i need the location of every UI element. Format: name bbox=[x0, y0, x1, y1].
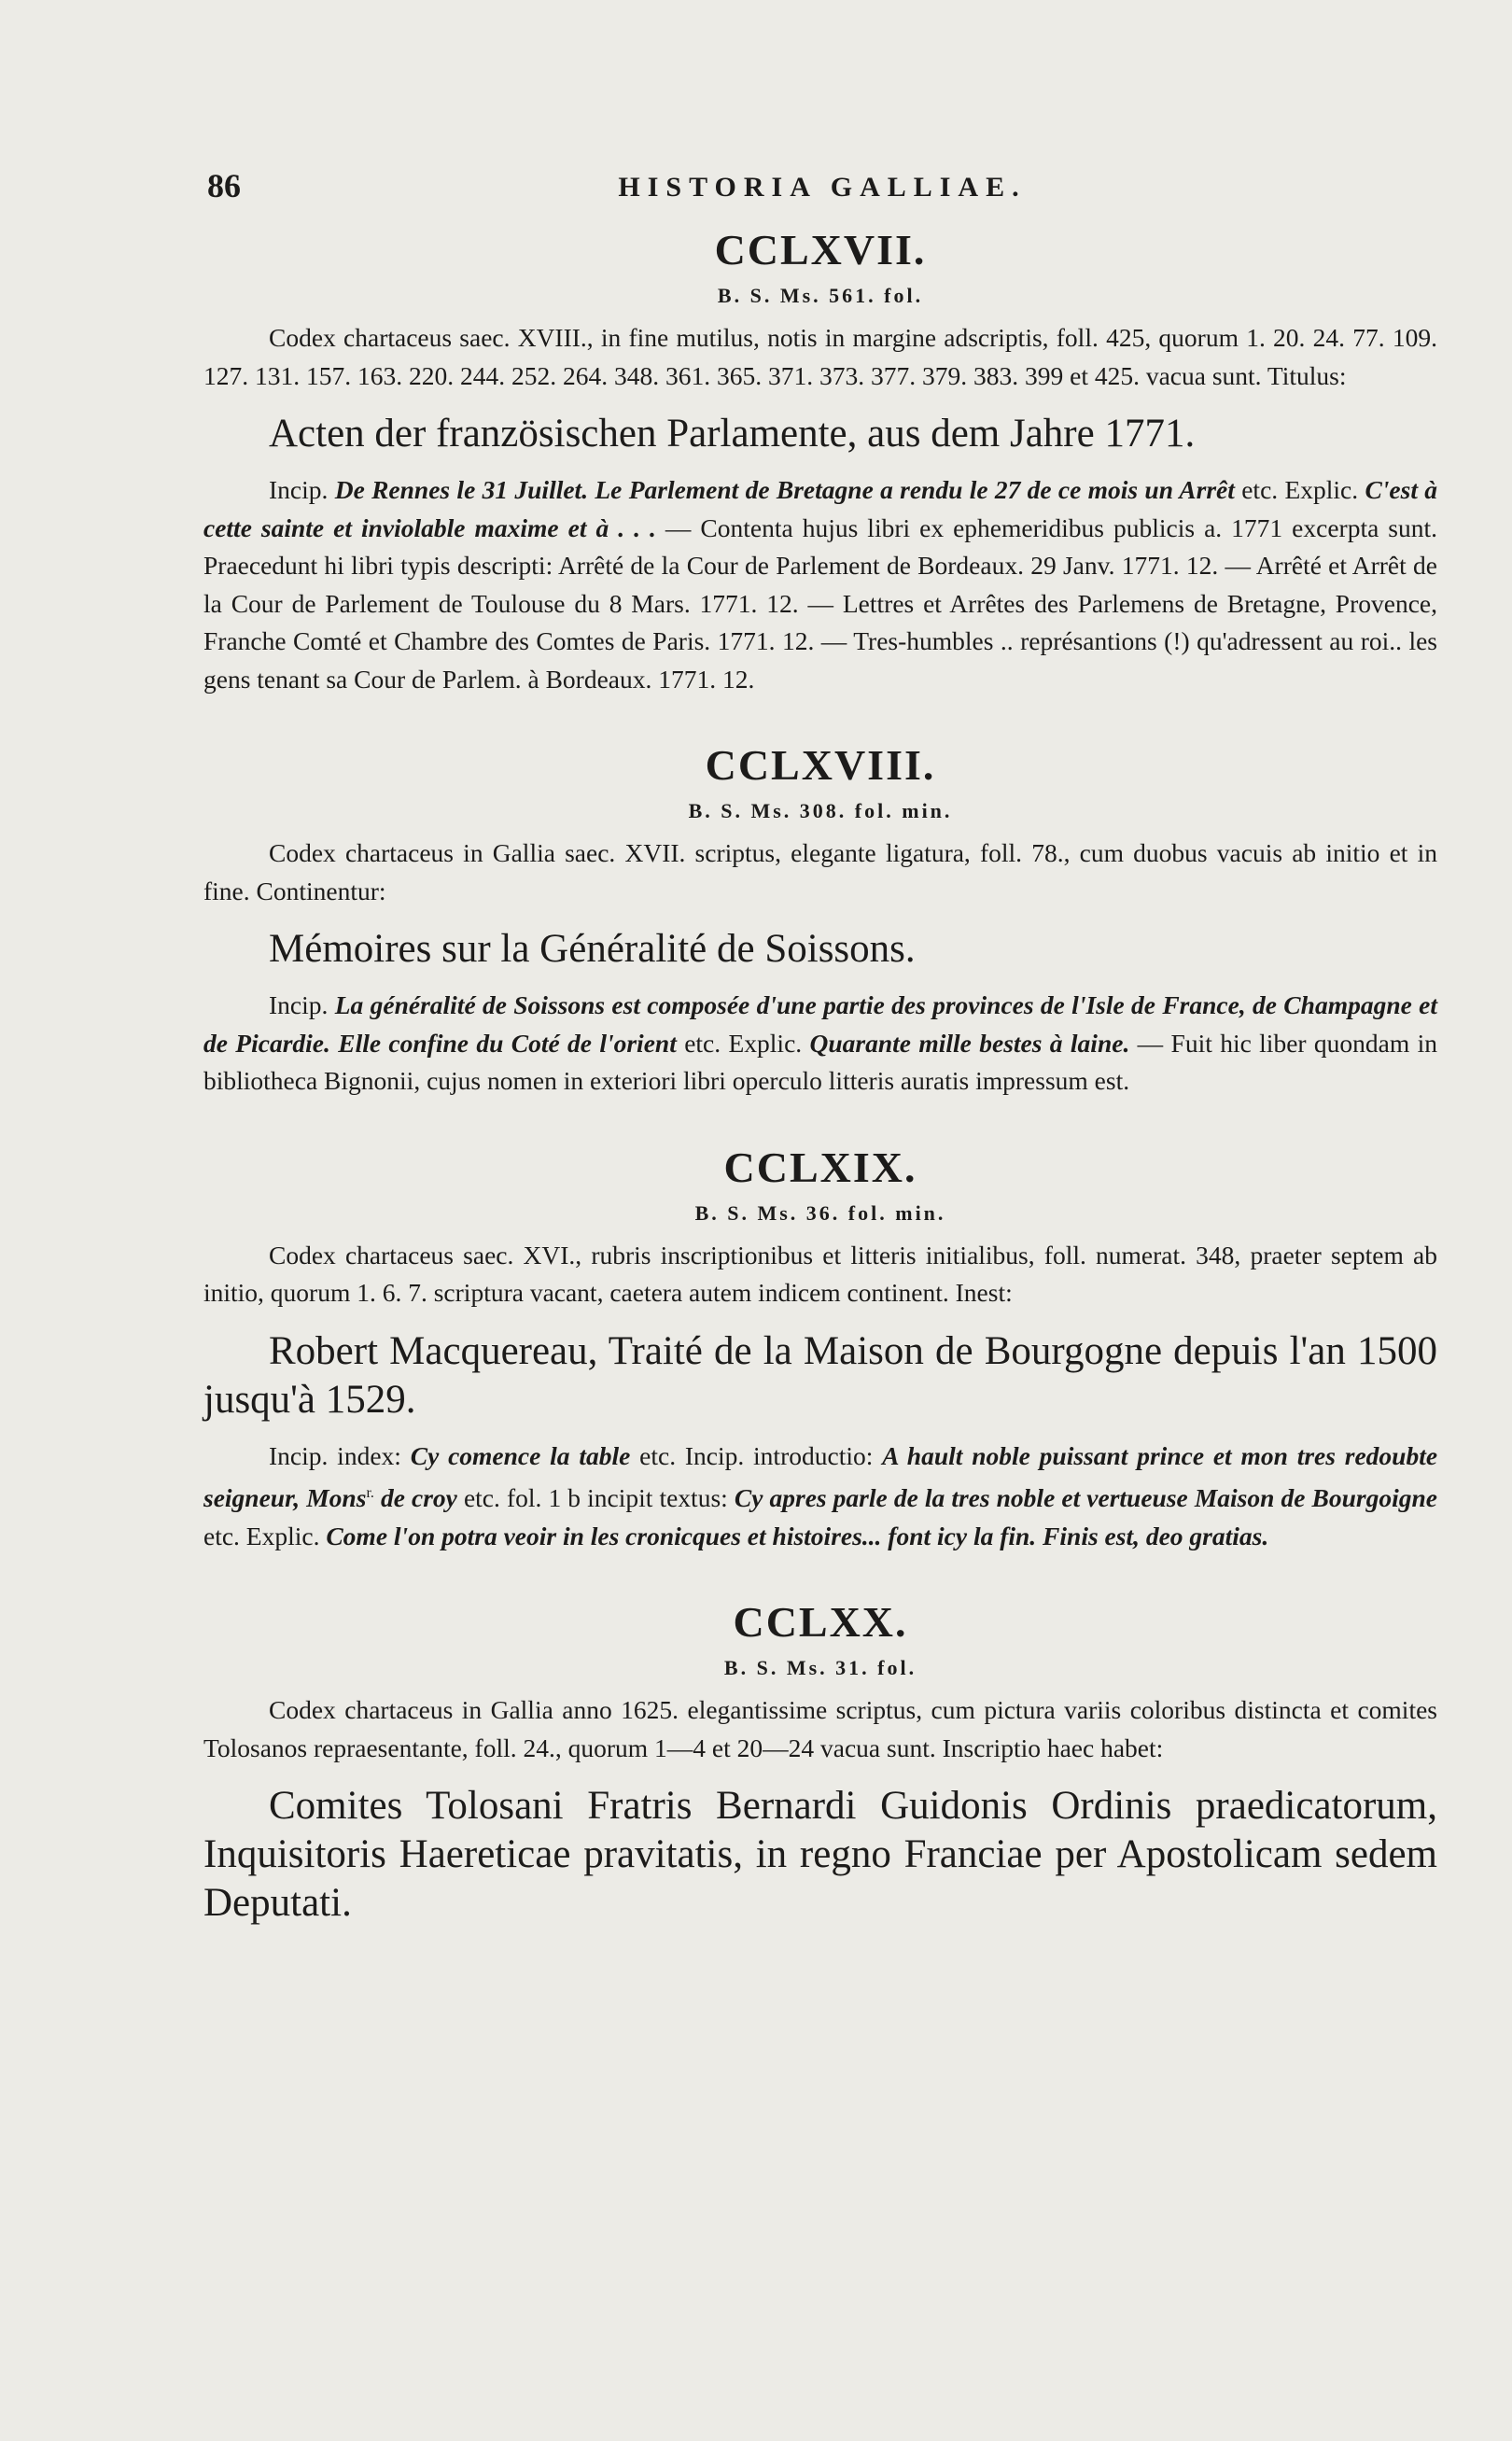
entry-description: Codex chartaceus in Gallia saec. XVII. scriptus, elegante ligatura, foll. 78., cum duobus vacuis ab initio et in fine. Continentur: bbox=[203, 838, 1437, 905]
running-head: HISTORIA GALLIAE. bbox=[618, 172, 1027, 203]
explicit-text: Quarante mille bestes à laine. bbox=[809, 1028, 1130, 1058]
incipit-text: De Rennes le 31 Juillet. Le Parlement de Bretagne a rendu le 27 de ce mois un Arrêt bbox=[334, 475, 1235, 504]
entry-description: Codex chartaceus in Gallia anno 1625. elegantissime scriptus, cum pictura variis coloribus distincta et comites Tolosanos repraesentante, foll. 24., quorum 1—4 et 20—24 vacua sunt. Inscriptio haec habet: bbox=[203, 1695, 1437, 1762]
entry-notes: — Contenta hujus libri ex ephemeridibus publicis a. 1771 excerpta sunt. Praecedunt hi libri typis descripti: Arrêté de la Cour de Parlement de Bordeaux. 29 Janv. 1771. 12. — Arrêté et Arrêt de la Cour de Parlement de Toulouse du 8 Mars. 1771. 12. — Lettres et Arrêtes des Parlemens de Bretagne, Provence, Franche Comté et Chambre des Comtes de Paris. 1771. 12. — Tres-humbles .. représantions (!) qu'adressent au roi.. les gens tenant sa Cour de Parlem. à Bordeaux. 1771. 12. bbox=[203, 512, 1438, 694]
superscript: r. bbox=[366, 1485, 374, 1501]
incipit-label: Incip. bbox=[269, 475, 329, 504]
explicit-label: etc. Explic. bbox=[203, 1521, 320, 1550]
entry-title: Comites Tolosani Fratris Bernardi Guidonis Ordinis praedicatorum, Inquisitoris Haereticae pravitatis, in regno Franciae per Apostolicam sedem Deputati. bbox=[203, 1784, 1437, 1926]
entry-notes: — Fuit hic liber quondam in bibliotheca Bignonii, cujus nomen in exteriori libri operculo litteris auratis impressum est. bbox=[203, 1028, 1438, 1095]
incipit-text: La généralité de Soissons est composée d'une partie des provinces de l'Isle de France, de Champagne et de Picardie. Elle confine du Coté de l'orient bbox=[203, 990, 1438, 1058]
explicit-text: Come l'on potra veoir in les cronicques et histoires... font icy la fin. Finis est, deo gratias. bbox=[326, 1521, 1269, 1550]
entry-incipit bbox=[203, 987, 1437, 1101]
explicit-label: etc. Explic. bbox=[1241, 475, 1359, 504]
entry-shelfmark: B. S. Ms. 561. fol. bbox=[717, 284, 924, 307]
entry-title: Acten der französischen Parlamente, aus dem Jahre 1771. bbox=[269, 412, 1196, 456]
entry-shelfmark: B. S. Ms. 31. fol. bbox=[723, 1656, 917, 1680]
incipit-label: Incip. bbox=[269, 990, 329, 1019]
catalogue-entry bbox=[203, 1142, 1437, 1556]
entry-number: CCLXVII. bbox=[714, 226, 927, 274]
entry-incipit bbox=[203, 471, 1437, 698]
entry-title: Robert Macquereau, Traité de la Maison de Bourgogne depuis l'an 1500 jusqu'à 1529. bbox=[203, 1328, 1437, 1422]
entry-number: CCLXVIII. bbox=[705, 741, 936, 789]
introductio-text: A hault noble puissant prince et mon tres redoubte seigneur, Mons bbox=[203, 1440, 1438, 1513]
entry-shelfmark: B. S. Ms. 36. fol. min. bbox=[694, 1200, 946, 1225]
page-header bbox=[207, 166, 1437, 213]
entry-title: Mémoires sur la Généralité de Soissons. bbox=[269, 927, 916, 971]
catalogue-entry bbox=[203, 224, 1437, 698]
entry-number: CCLXIX. bbox=[723, 1143, 917, 1191]
entry-description: Codex chartaceus saec. XVIII., in fine mutilus, notis in margine adscriptis, foll. 425, quorum 1. 20. 24. 77. 109. 127. 131. 157. 163. 220. 244. 252. 264. 348. 361. 365. 371. 373. 377. 379. 383. 399 et 425. vacua sunt. Titulus: bbox=[203, 323, 1437, 390]
incipit-label: Incip. index: bbox=[269, 1440, 401, 1470]
entry-description: Codex chartaceus saec. XVI., rubris inscriptionibus et litteris initialibus, foll. numerat. 348, praeter septem ab initio, quorum 1. 6. 7. scriptura vacant, caetera autem indicem continent. Inest: bbox=[203, 1240, 1437, 1307]
incipit-text: Cy comence la table bbox=[410, 1440, 631, 1470]
explicit-text: C'est à cette sainte et inviolable maxime et à . . . bbox=[203, 475, 1438, 542]
entry-number: CCLXX. bbox=[733, 1598, 908, 1647]
entry-shelfmark: B. S. Ms. 308. fol. min. bbox=[688, 799, 953, 822]
catalogue-entry bbox=[203, 739, 1437, 1101]
introductio-text-end: de croy bbox=[380, 1483, 457, 1513]
catalogue-entries bbox=[203, 224, 1437, 1941]
entry-incipit bbox=[203, 1438, 1437, 1556]
textus-text: Cy apres parle de la tres noble et vertueuse Maison de Bourgoigne bbox=[734, 1483, 1437, 1513]
page-number: 86 bbox=[207, 167, 241, 204]
introductio-label: etc. Incip. introductio: bbox=[639, 1440, 874, 1470]
explicit-label: etc. Explic. bbox=[684, 1028, 803, 1058]
catalogue-entry bbox=[203, 1596, 1437, 1928]
textus-label: etc. fol. 1 b incipit textus: bbox=[463, 1483, 728, 1513]
